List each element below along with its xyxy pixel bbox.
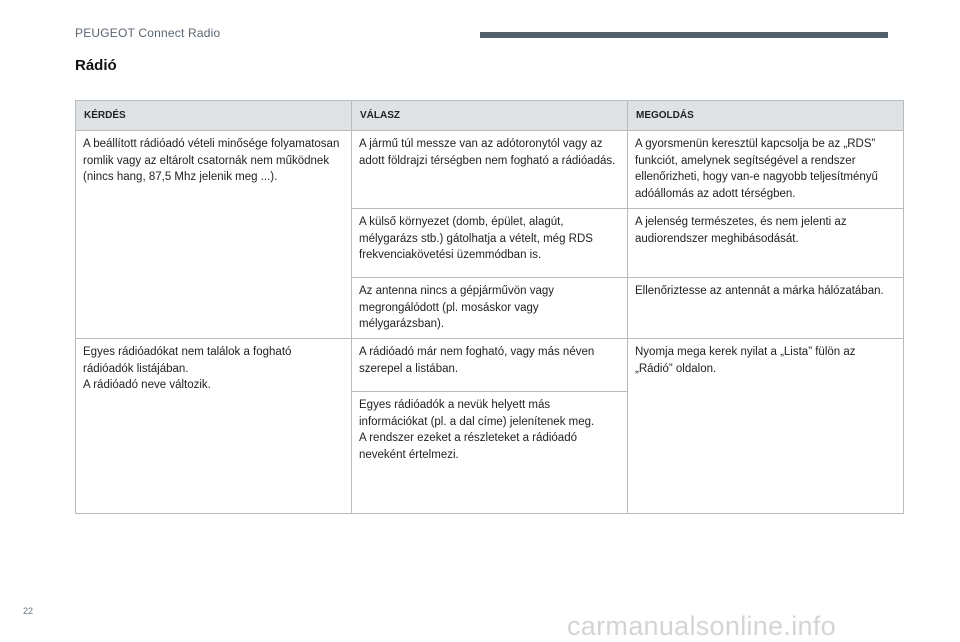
answer-text: A külső környezet (domb, épület, alagút, mélygarázs stb.) gátolhatja a vételt, még RDS frekvenciakövetési üzemmódban is. bbox=[359, 216, 593, 261]
solution-cell bbox=[628, 339, 904, 514]
solution-text: A gyorsmenün keresztül kapcsolja be az „RDS” funkciót, amelynek segítségével a rendszer ellenőrizheti, hogy van-e nagyobb teljesítményű adóállomás az adott térségben. bbox=[635, 138, 878, 200]
column-header-question: KÉRDÉS bbox=[76, 101, 352, 131]
solution-cell bbox=[628, 209, 904, 278]
manual-header-title: PEUGEOT Connect Radio bbox=[75, 26, 221, 40]
table-header-row bbox=[76, 101, 904, 131]
section-title: Rádió bbox=[75, 57, 117, 74]
solution-text: Ellenőriztesse az antennát a márka hálózatában. bbox=[635, 285, 884, 297]
question-text: A beállított rádióadó vételi minősége folyamatosan romlik vagy az eltárolt csatornák nem működnek (nincs hang, 87,5 Mhz jelenik meg ...). bbox=[83, 138, 340, 183]
solution-text: Nyomja mega kerek nyilat a „Lista” fülön az „Rádió” oldalon. bbox=[635, 346, 856, 375]
answer-cell bbox=[352, 131, 628, 209]
answer-text: A jármű túl messze van az adótoronytól vagy az adott földrajzi térségben nem fogható a rádióadás. bbox=[359, 138, 616, 167]
answer-text: Egyes rádióadók a nevük helyett más információkat (pl. a dal címe) jelenítenek meg. A rendszer ezeket a részleteket a rádióadó neveként értelmezi. bbox=[359, 399, 595, 461]
table-row bbox=[76, 131, 904, 209]
question-text: Egyes rádióadókat nem találok a fogható rádióadók listájában. A rádióadó neve változik. bbox=[83, 346, 292, 391]
answer-cell bbox=[352, 278, 628, 339]
question-cell bbox=[76, 131, 352, 339]
answer-cell bbox=[352, 209, 628, 278]
header-divider-bar bbox=[480, 32, 888, 38]
page-number: 22 bbox=[23, 606, 34, 616]
answer-text: A rádióadó már nem fogható, vagy más néven szerepel a listában. bbox=[359, 346, 595, 375]
watermark-text: carmanualsonline.info bbox=[567, 611, 836, 641]
solution-text: A jelenség természetes, és nem jelenti az audiorendszer meghibásodását. bbox=[635, 216, 847, 245]
troubleshooting-table bbox=[75, 100, 904, 514]
column-header-answer: VÁLASZ bbox=[352, 101, 628, 131]
table-row bbox=[76, 339, 904, 392]
column-header-solution: MEGOLDÁS bbox=[628, 101, 904, 131]
answer-cell bbox=[352, 392, 628, 514]
solution-cell bbox=[628, 278, 904, 339]
solution-cell bbox=[628, 131, 904, 209]
question-cell bbox=[76, 339, 352, 514]
answer-text: Az antenna nincs a gépjárművön vagy megrongálódott (pl. mosáskor vagy mélygarázsban). bbox=[359, 285, 554, 330]
answer-cell bbox=[352, 339, 628, 392]
